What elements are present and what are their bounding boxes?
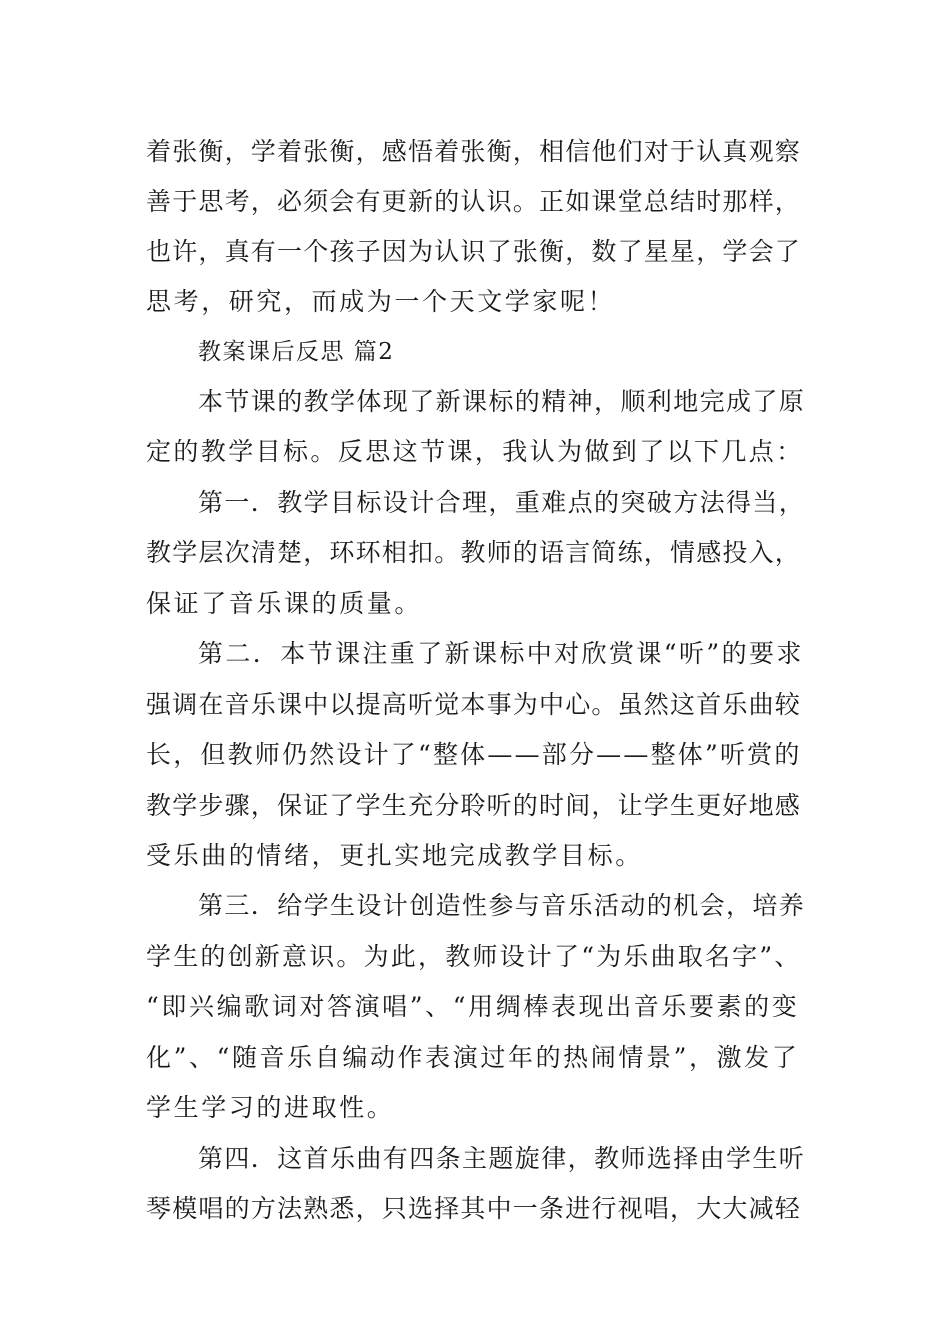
text-line-2: 善于思考，必须会有更新的认识。正如课堂总结时那样，	[146, 187, 802, 216]
text-line-10: 保证了音乐课的质量。	[146, 589, 423, 618]
text-line-17: 学生的创新意识。为此，教师设计了“为乐曲取名字”、	[146, 942, 802, 971]
section-heading: 教案课后反思 篇2	[198, 339, 395, 365]
text-line-12: 强调在音乐课中以提高听觉本事为中心。虽然这首乐曲较	[146, 690, 802, 719]
text-line-14: 教学步骤，保证了学生充分聆听的时间，让学生更好地感	[146, 791, 802, 820]
text-line-6: 本节课的教学体现了新课标的精神，顺利地完成了原	[198, 387, 806, 416]
text-line-22: 琴模唱的方法熟悉，只选择其中一条进行视唱，大大减轻	[146, 1194, 802, 1223]
text-line-1: 着张衡，学着张衡，感悟着张衡，相信他们对于认真观察	[146, 137, 802, 166]
text-line-9: 教学层次清楚，环环相扣。教师的语言简练，情感投入，	[146, 538, 802, 567]
text-line-13: 长，但教师仍然设计了“整体——部分——整体”听赏的	[146, 740, 802, 769]
text-line-16: 第三．给学生设计创造性参与音乐活动的机会，培养	[198, 891, 806, 920]
text-line-8: 第一．教学目标设计合理，重难点的突破方法得当，	[198, 488, 806, 517]
text-line-18: “即兴编歌词对答演唱”、“用绸棒表现出音乐要素的变	[146, 992, 800, 1021]
text-line-4: 思考，研究，而成为一个天文学家呢！	[146, 287, 616, 316]
text-line-7: 定的教学目标。反思这节课，我认为做到了以下几点：	[146, 437, 804, 466]
text-line-3: 也许，真有一个孩子因为认识了张衡，数了星星，学会了	[146, 237, 802, 266]
text-line-19: 化”、“随音乐自编动作表演过年的热闹情景”，激发了	[146, 1043, 800, 1072]
text-line-21: 第四．这首乐曲有四条主题旋律，教师选择由学生听	[198, 1144, 806, 1173]
text-line-20: 学生学习的进取性。	[146, 1093, 395, 1122]
text-line-15: 受乐曲的情绪，更扎实地完成教学目标。	[146, 841, 643, 870]
text-line-11: 第二．本节课注重了新课标中对欣赏课“听”的要求	[198, 639, 804, 668]
